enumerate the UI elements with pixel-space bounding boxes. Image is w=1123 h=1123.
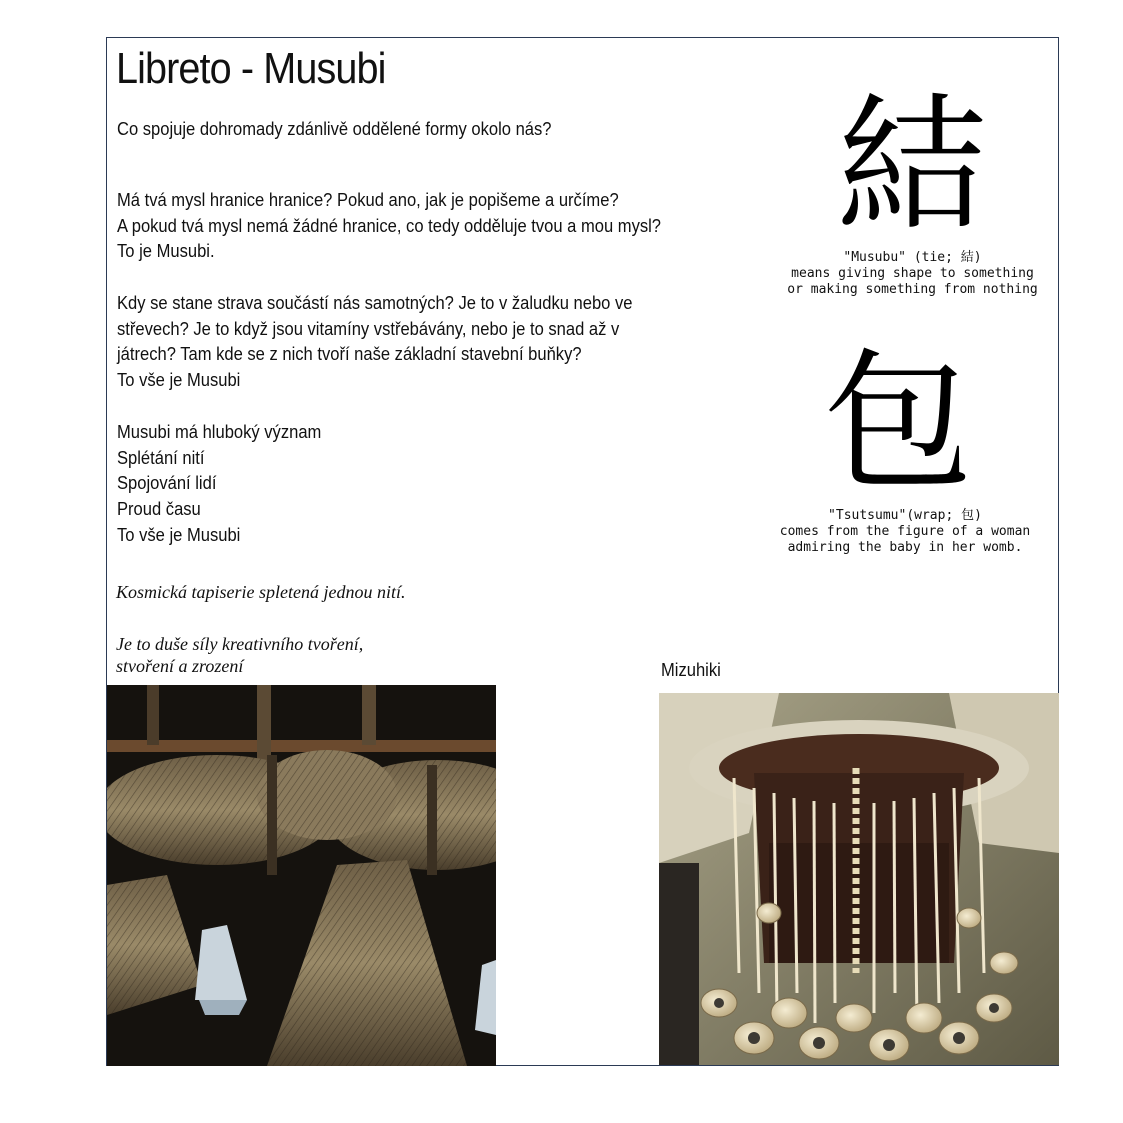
caption-line: means giving shape to something xyxy=(791,266,1034,281)
mizuhiki-photo xyxy=(659,693,1059,1065)
kanji-tsutsumu: 包 xyxy=(823,336,974,510)
mizuhiki-illustration xyxy=(659,693,1059,1065)
intro-line: Co spojuje dohromady zdánlivě oddělené formy okolo nás? xyxy=(117,119,552,139)
caption-line: "Tsutsumu"(wrap; 包) xyxy=(828,508,982,523)
shimenawa-illustration xyxy=(107,685,496,1066)
kanji-musubu-caption xyxy=(770,250,1055,298)
text-line: střevech? Je to když jsou vitamíny vstřebávány, nebo je to snad až v xyxy=(117,318,620,339)
caption-line: or making something from nothing xyxy=(787,282,1038,297)
paragraph-mind xyxy=(117,188,661,265)
caption-line: admiring the baby in her womb. xyxy=(787,540,1023,555)
text-line: To vše je Musubi xyxy=(117,370,241,391)
text-line: Proud času xyxy=(117,499,201,520)
quote-soul xyxy=(116,633,363,677)
paragraph-meaning xyxy=(117,420,321,548)
text-line: Musubi má hluboký význam xyxy=(117,422,322,442)
kanji-tsutsumu-caption xyxy=(760,508,1050,556)
caption-line: "Musubu" (tie; 結) xyxy=(843,250,982,265)
shimenawa-photo xyxy=(107,685,496,1066)
text-line: Spojování lidí xyxy=(117,473,217,494)
quote-line: Je to duše síly kreativního tvoření, xyxy=(116,634,364,654)
text-line: A pokud tvá mysl nemá žádné hranice, co tedy odděluje tvou a mou mysl? xyxy=(117,215,662,236)
quote-line: stvoření a zrození xyxy=(116,656,244,676)
intro-question xyxy=(117,117,552,143)
paragraph-food xyxy=(117,291,632,394)
text-line: Splétání nití xyxy=(117,447,205,468)
text-line: Má tvá mysl hranice hranice? Pokud ano, jak je popišeme a určíme? xyxy=(117,190,619,210)
caption-line: comes from the figure of a woman xyxy=(779,524,1031,539)
mizuhiki-caption: Mizuhiki xyxy=(661,660,721,680)
quote-tapestry: Kosmická tapiserie spletená jednou nití. xyxy=(116,582,406,602)
text-line: Kdy se stane strava součástí nás samotných? Je to v žaludku nebo ve xyxy=(117,293,633,313)
text-line: játrech? Tam kde se z nich tvoří naše základní stavební buňky? xyxy=(117,344,582,365)
text-line: To je Musubi. xyxy=(117,241,215,262)
text-line: To vše je Musubi xyxy=(117,524,241,545)
kanji-musubu: 結 xyxy=(837,80,988,254)
page-title: Libreto - Musubi xyxy=(116,44,386,93)
